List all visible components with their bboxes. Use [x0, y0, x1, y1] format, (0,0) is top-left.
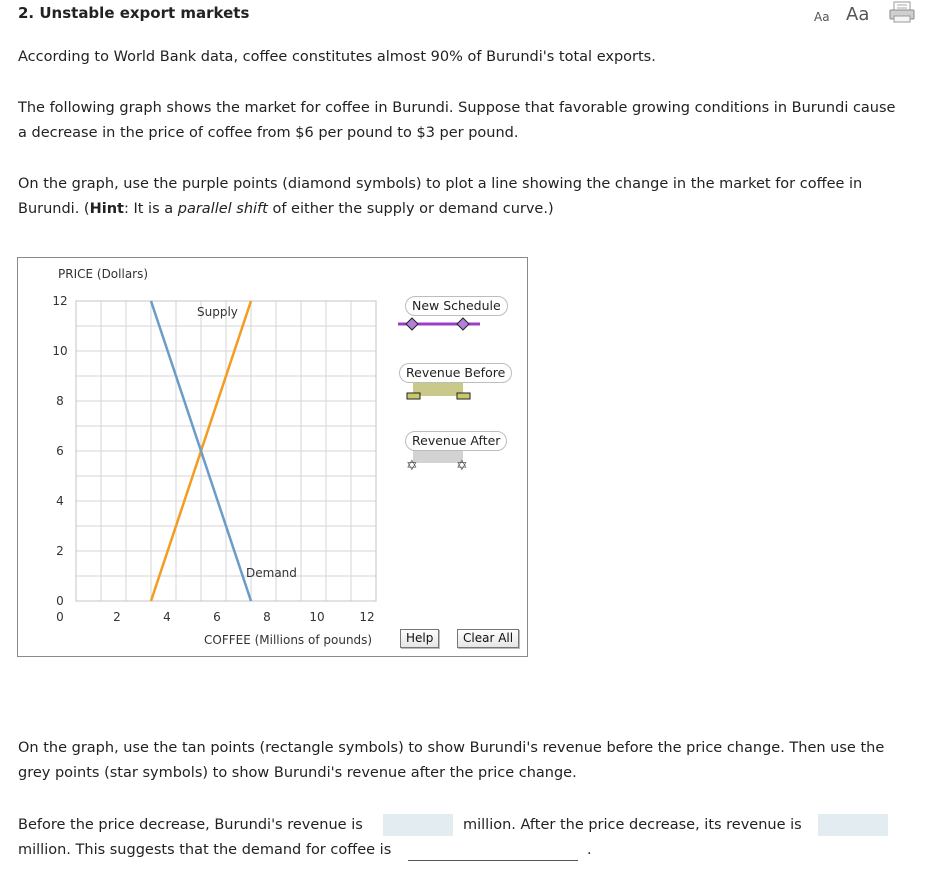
revenue-before-tool[interactable] [407, 383, 470, 399]
star-icon[interactable]: ✡ [406, 458, 418, 474]
x-tick-label: 6 [213, 610, 221, 624]
star-icon[interactable]: ✡ [456, 458, 468, 474]
y-tick-label: 0 [56, 594, 64, 608]
new-schedule-tool[interactable] [398, 318, 480, 330]
setup-text: The following graph shows the market for coffee in Burundi. Suppose that favorable growing conditions in Burundi cause a decrease in the price of coffee from $6 per pound to $3 per pound. [18, 100, 896, 141]
revenue-before-label: Revenue Before [399, 363, 512, 383]
chart-grid [76, 301, 376, 601]
y-tick-label: 12 [52, 294, 68, 308]
intro-text: According to World Bank data, coffee constitutes almost 90% of Burundi's total exports. [18, 49, 656, 65]
elasticity-dropdown[interactable] [408, 840, 578, 861]
graph-panel [17, 257, 528, 657]
instruction-post: of either the supply or demand curve.) [267, 201, 554, 217]
x-tick-label: 8 [263, 610, 271, 624]
y-axis-title: PRICE (Dollars) [58, 267, 149, 281]
instruction-pre: On the graph, use the purple points (diamond symbols) to plot a line showing the change in the market for coffee in Burundi. ( [18, 176, 863, 217]
answer-period: . [587, 842, 592, 858]
x-tick-label: 2 [113, 610, 121, 624]
revenue-after-tool[interactable] [406, 450, 468, 474]
font-size-small-button[interactable]: Aa [814, 10, 830, 24]
new-schedule-label: New Schedule [405, 296, 508, 316]
instruction-text [18, 172, 908, 222]
y-tick-label: 2 [56, 544, 64, 558]
answer-text-3: million. This suggests that the demand for coffee is [18, 842, 392, 858]
diamond-icon[interactable] [457, 318, 469, 330]
revenue-after-input[interactable] [818, 814, 888, 836]
clear-all-button[interactable]: Clear All [457, 629, 519, 648]
y-tick-label: 6 [56, 444, 64, 458]
y-tick-label: 4 [56, 494, 64, 508]
demand-label: Demand [246, 566, 297, 580]
answer-text-2: million. After the price decrease, its revenue is [463, 817, 802, 833]
revenue-after-label: Revenue After [405, 431, 507, 451]
x-tick-label: 10 [309, 610, 325, 624]
question-title: 2. Unstable export markets [18, 4, 250, 22]
market-chart[interactable] [18, 258, 527, 656]
hint-label: Hint [89, 201, 124, 217]
diamond-icon[interactable] [406, 318, 418, 330]
revenue-instruction-text: On the graph, use the tan points (rectangle symbols) to show Burundi's revenue before the price change. Then use the grey points (star symbols) to show Burundi's revenue after the price change. [18, 740, 885, 781]
help-button[interactable]: Help [400, 629, 439, 648]
x-tick-label: 12 [359, 610, 375, 624]
instruction-mid: : It is a [123, 201, 178, 217]
supply-label: Supply [197, 305, 238, 319]
x-axis-title: COFFEE (Millions of pounds) [204, 633, 373, 647]
y-tick-label: 10 [52, 344, 68, 358]
y-tick-label: 8 [56, 394, 64, 408]
printer-icon[interactable] [889, 1, 915, 23]
rectangle-icon[interactable] [407, 393, 420, 399]
revenue-before-input[interactable] [383, 814, 453, 836]
x-tick-label: 4 [163, 610, 171, 624]
rectangle-icon[interactable] [457, 393, 470, 399]
instruction-italic: parallel shift [177, 201, 268, 217]
answer-text-1: Before the price decrease, Burundi's revenue is [18, 817, 363, 833]
font-size-large-button[interactable]: Aa [846, 4, 870, 25]
x-tick-label: 0 [56, 610, 64, 624]
